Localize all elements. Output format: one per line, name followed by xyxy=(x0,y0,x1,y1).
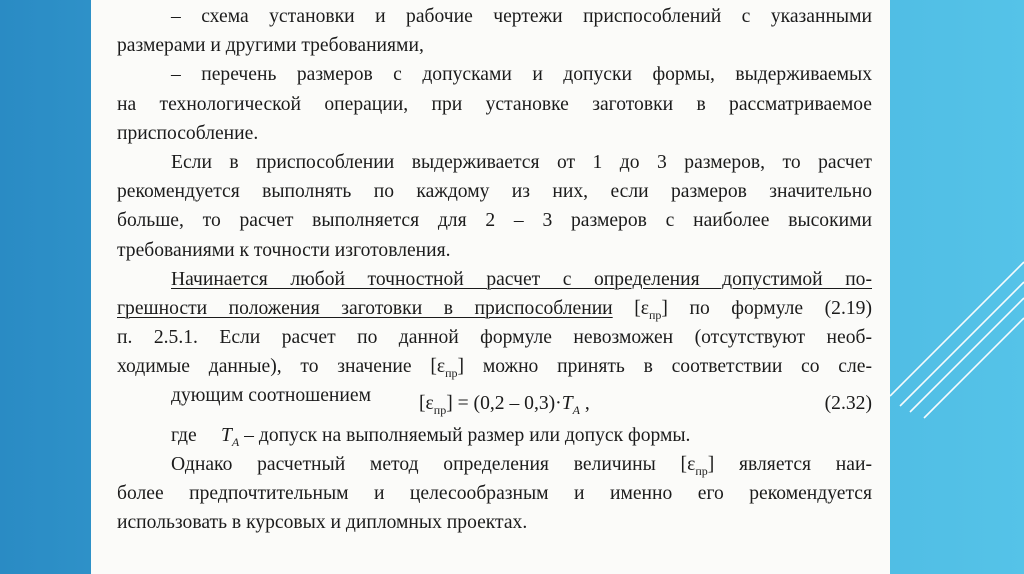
text-line: рекомендуется выполнять по каждому из них, если размеров значительно xyxy=(117,181,872,203)
formula xyxy=(419,389,590,418)
text-line: размерами и другими требованиями, xyxy=(117,35,424,57)
formula-row xyxy=(117,381,872,418)
text-line xyxy=(117,450,872,479)
where-definition xyxy=(221,421,690,450)
underlined-text: Начинается любой точностной расчет с определения допустимой по- xyxy=(171,268,872,290)
decorative-lines xyxy=(890,0,1024,574)
text-line: на технологической операции, при установке заготовки в рассматриваемое xyxy=(117,93,872,115)
formula-symbol: T xyxy=(221,424,232,446)
subscript: A xyxy=(231,434,240,449)
inline-text: ходимые данные), то значение [ε xyxy=(117,356,446,378)
formula-tail: , xyxy=(579,393,590,415)
where-row xyxy=(117,421,872,450)
inline-text: Однако расчетный метод определения величины [ε xyxy=(171,453,696,475)
subscript: A xyxy=(572,403,580,418)
inline-text: ] по формуле (2.19) xyxy=(661,297,872,319)
text-line: требованиями к точности изготовления. xyxy=(117,239,451,261)
text-line: приспособление. xyxy=(117,122,259,144)
text-line: – схема установки и рабочие чертежи приспособлений с указанными xyxy=(171,6,872,27)
inline-text: [ε xyxy=(612,297,649,319)
equation-number: (2.32) xyxy=(824,393,872,415)
formula-lhs: [ε xyxy=(419,393,434,415)
text-line: – перечень размеров с допусками и допуски формы, выдерживаемых xyxy=(171,64,872,86)
subscript: пр xyxy=(445,366,458,381)
underlined-text: грешности положения заготовки в приспособлении xyxy=(117,297,613,319)
text-line: больше, то расчет выполняется для 2 – 3 размеров с наиболее высокими xyxy=(117,210,872,232)
inline-text: – допуск на выполняемый размер или допуск формы. xyxy=(239,424,691,446)
subscript: пр xyxy=(695,463,708,478)
formula-symbol: T xyxy=(561,393,573,415)
text-line xyxy=(117,352,872,381)
where-keyword: где xyxy=(171,424,197,446)
text-line: использовать в курсовых и дипломных проектах. xyxy=(117,512,528,534)
text-line: Если в приспособлении выдерживается от 1 до 3 размеров, то расчет xyxy=(171,151,872,173)
inline-text: ] является наи- xyxy=(707,453,872,475)
text-line xyxy=(117,265,872,294)
subscript: пр xyxy=(433,403,447,418)
text-line: п. 2.5.1. Если расчет по данной формуле невозможен (отсутствуют необ- xyxy=(117,327,872,349)
formula-rhs: ] = (0,2 – 0,3)· xyxy=(446,393,562,415)
inline-text: ] можно принять в соответствии со сле- xyxy=(457,356,872,378)
text-line: дующим соотношением xyxy=(171,385,372,407)
subscript: пр xyxy=(648,307,662,322)
text-line xyxy=(117,294,872,323)
text-line: более предпочтительным и целесообразным и именно его рекомендуется xyxy=(117,483,872,504)
document-page xyxy=(91,0,890,574)
